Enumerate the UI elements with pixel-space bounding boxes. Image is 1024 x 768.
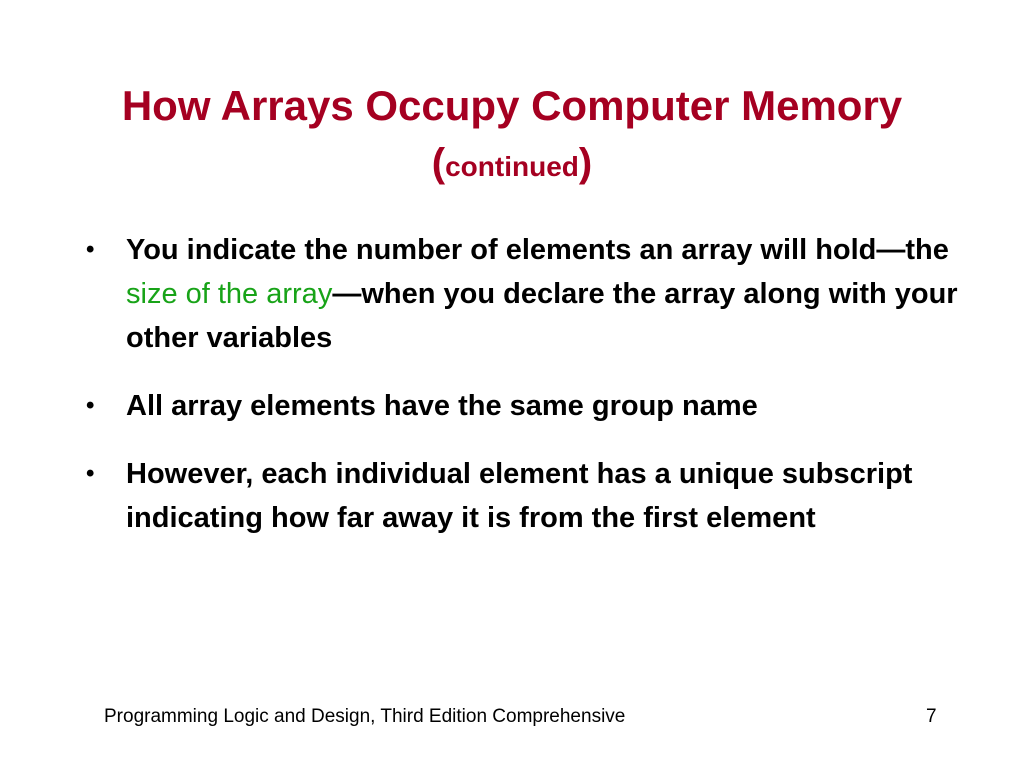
bullet-item bbox=[86, 228, 966, 360]
bullet-text-after: —when you declare the array along with your other variables bbox=[126, 278, 958, 354]
bullet-icon: • bbox=[86, 460, 95, 487]
bullet-list bbox=[86, 228, 966, 564]
bullet-item bbox=[86, 384, 966, 428]
bullet-text-before: You indicate the number of elements an array will hold—the bbox=[126, 234, 949, 266]
slide-title bbox=[40, 78, 984, 195]
footer-book-title: Programming Logic and Design, Third Edition Comprehensive bbox=[104, 706, 626, 727]
title-continued: continued bbox=[445, 151, 579, 182]
bullet-text: All array elements have the same group name bbox=[126, 390, 758, 422]
bullet-icon: • bbox=[86, 392, 95, 419]
title-line-1: How Arrays Occupy Computer Memory bbox=[121, 82, 903, 129]
bullet-icon: • bbox=[86, 236, 95, 263]
bullet-highlight-term: size of the array bbox=[126, 278, 333, 310]
title-paren-open: ( bbox=[431, 141, 446, 185]
bullet-text: However, each individual element has a unique subscript indicating how far away it is from the first element bbox=[126, 458, 913, 534]
page-number: 7 bbox=[926, 706, 937, 727]
bullet-item bbox=[86, 452, 966, 540]
title-line-2 bbox=[40, 134, 984, 195]
title-paren-close: ) bbox=[578, 141, 593, 185]
